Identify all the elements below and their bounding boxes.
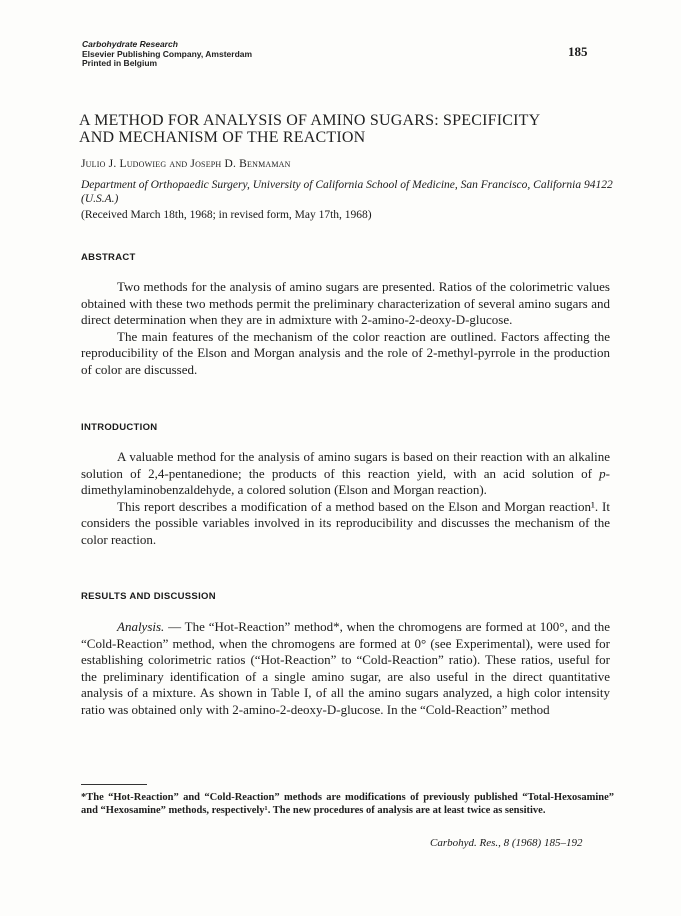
affiliation: Department of Orthopaedic Surgery, University of California School of Medicine, San Francisco, California 94122 (U.S.A.) [81,179,613,205]
received-dates: (Received March 18th, 1968; in revised form, May 17th, 1968) [81,209,372,221]
italic-p: p [599,465,606,481]
journal-info [82,40,252,69]
results-body [81,619,610,719]
abstract-paragraph-1: Two methods for the analysis of amino sugars are presented. Ratios of the colorimetric values obtained with these two methods permit the preliminary characterization of several amino sugars and direct determination when they are in admixture with 2-amino-2-deoxy-D-glucose. [81,279,610,328]
journal-citation: Carbohyd. Res., 8 (1968) 185–192 [430,837,583,849]
intro-paragraph-2: This report describes a modification of a method based on the Elson and Morgan reaction¹. It considers the possible variables involved in its reproducibility and discusses the mechanism of the color reaction. [81,498,610,547]
journal-title: Carbohydrate Research [82,39,178,49]
abstract-paragraph-2: The main features of the mechanism of the color reaction are outlined. Factors affecting the reproducibility of the Elson and Morgan analysis and the role of 2-methyl-pyrrole in the production of color are discussed. [81,328,610,377]
title-line-1: A METHOD FOR ANALYSIS OF AMINO SUGARS: SPECIFICITY [79,112,541,129]
abstract-body [81,279,610,379]
title-line-2: AND MECHANISM OF THE REACTION [79,129,366,146]
article-title [79,112,619,146]
footnote-rule [81,784,147,785]
footnote: *The “Hot-Reaction” and “Cold-Reaction” methods are modifications of previously published “Total-Hexosamine” and “Hexosamine” methods, respectively¹. The new procedures of analysis are at least twice as sensitive. [81,792,614,816]
results-heading: RESULTS AND DISCUSSION [81,591,216,602]
results-paragraph-1: Analysis. — The “Hot-Reaction” method*, when the chromogens are formed at 100°, and the “Cold-Reaction” method, when the chromogens are formed at 0° (see Experimental), were used for establishing colorimetric ratios (“Hot-Reaction” to “Cold-Reaction” ratio). These ratios, useful for the preliminary identification of a single amino sugar, are also useful in the direct quantitative analysis of a mixture. As shown in Table I, of all the amino sugars analyzed, a high color intensity ratio was obtained only with 2-amino-2-deoxy-D-glucose. In the “Cold-Reaction” method [81,619,610,717]
analysis-label: Analysis. [117,619,165,634]
intro-paragraph-1: A valuable method for the analysis of amino sugars is based on their reaction with an alkaline solution of 2,4-pentanedione; the products of this reaction yield, with an acid solution of p-dimethylaminobenzaldehyde, a colored solution (Elson and Morgan reaction). [81,449,610,498]
publisher: Elsevier Publishing Company, Amsterdam [82,48,253,59]
authors: Julio J. Ludowieg and Joseph D. Benmaman [81,158,291,170]
abstract-heading: ABSTRACT [81,252,136,263]
printed-in: Printed in Belgium [82,58,158,68]
introduction-heading: INTRODUCTION [81,422,158,433]
introduction-body [81,449,610,549]
page-number: 185 [568,44,588,59]
